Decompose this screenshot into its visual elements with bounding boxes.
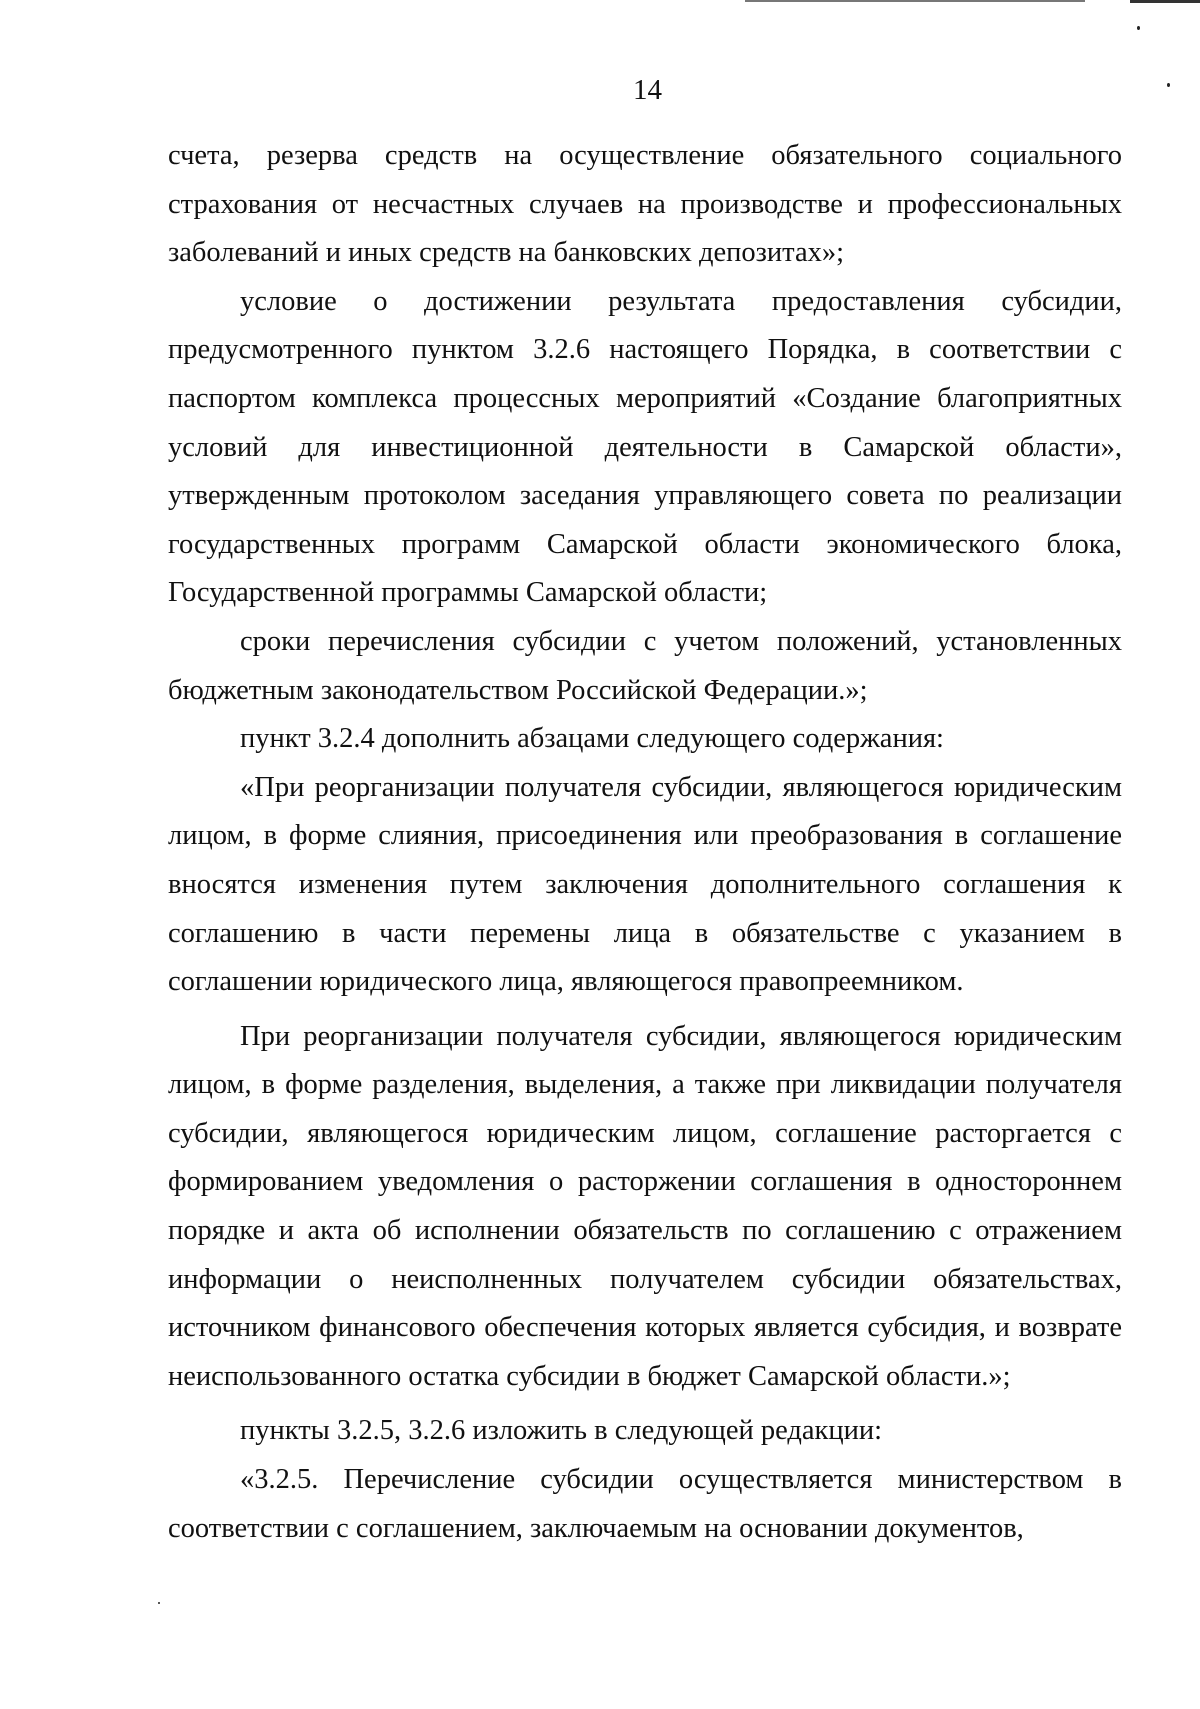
paragraph: счета, резерва средств на осуществление обязательного социального страхования от несчастных случаев на производстве и профессиональных заболеваний и иных средств на банковских депозитах»; xyxy=(168,140,1122,269)
paragraph: сроки перечисления субсидии с учетом положений, установленных бюджетным законодательством Российской Федерации.»; xyxy=(168,625,1122,706)
scan-edge-line xyxy=(1130,0,1200,3)
scan-speck xyxy=(1137,26,1140,30)
paragraph: При реорганизации получателя субсидии, являющегося юридическим лицом, в форме разделения, выделения, а также при ликвидации получателя субсидии, являющегося юридическим лицом, соглашение расторгается с формированием уведомления о расторжении соглашения в одностороннем порядке и акта об исполнении обязательств по соглашению с отражением информации о неисполненных получателем субсидии обязательствах, источником финансового обеспечения которых является субсидия, и возврате неиспользованного остатка субсидии в бюджет Самарской области.»; xyxy=(168,1020,1122,1392)
scan-speck xyxy=(1167,83,1170,87)
paragraph: «3.2.5. Перечисление субсидии осуществляется министерством в соответствии с соглашением, заключаемым на основании документов, xyxy=(168,1464,1122,1544)
scan-edge-line xyxy=(745,0,1085,2)
page-number: 14 xyxy=(633,74,662,106)
paragraph: пункты 3.2.5, 3.2.6 изложить в следующей редакции: xyxy=(240,1415,883,1447)
paragraph: пункт 3.2.4 дополнить абзацами следующего содержания: xyxy=(240,723,944,755)
document-body xyxy=(168,132,1122,1553)
paragraph: «При реорганизации получателя субсидии, являющегося юридическим лицом, в форме слияния, присоединения или преобразования в соглашение вносятся изменения путем заключения дополнительного соглашения к соглашению в части перемены лица в обязательстве с указанием в соглашении юридического лица, являющегося правопреемником. xyxy=(168,771,1122,998)
scan-speck xyxy=(158,1602,160,1604)
paragraph: условие о достижении результата предоставления субсидии, предусмотренного пунктом 3.2.6 настоящего Порядка, в соответствии с паспортом комплекса процессных мероприятий «Создание благоприятных условий для инвестиционной деятельности в Самарской области», утвержденным протоколом заседания управляющего совета по реализации государственных программ Самарской области экономического блока, Государственной программы Самарской области; xyxy=(168,285,1122,609)
